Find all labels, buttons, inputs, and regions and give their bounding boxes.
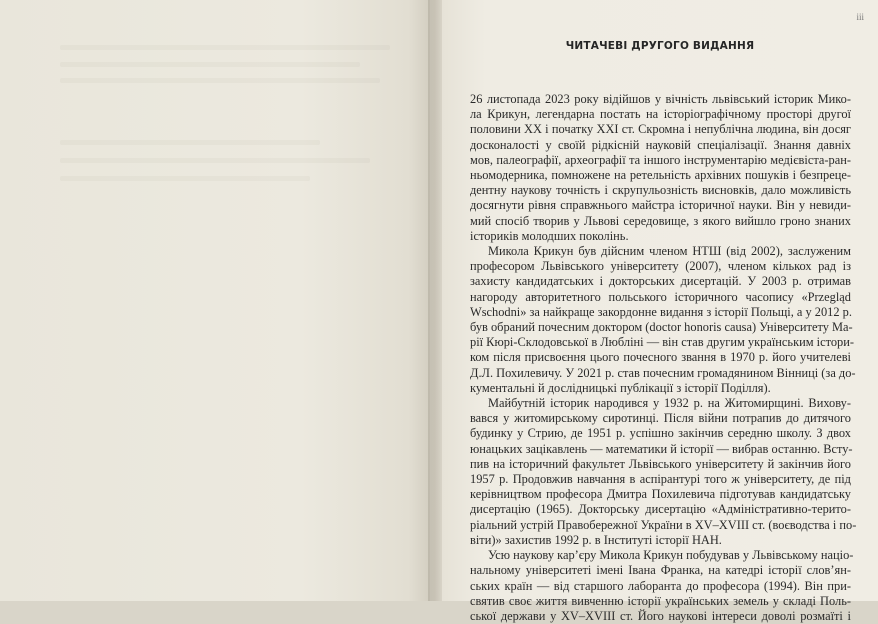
text-line: ської держави у XV–XVIII ст. Його наукові інтереси доволі розмаїті і — [470, 608, 851, 623]
bleed-through-line — [60, 62, 360, 67]
text-line: досягнути рівня справжнього майстра історичної науки. Він у невиди- — [470, 198, 851, 213]
text-line: захисту кандидатських і докторських дисертацій. У 2003 р. отримав — [470, 274, 851, 289]
text-line: нальному університеті імені Івана Франка, на катедрі історії слов’ян- — [470, 563, 851, 578]
text-line: істориків молодших поколінь. — [470, 228, 629, 243]
text-line: дисертацію (1965). Докторську дисертацію «Адміністративно-терито- — [470, 502, 851, 517]
text-line: ріальний устрій Правобережної України в XV–XVIII ст. (воєводства і по- — [470, 517, 857, 532]
text-line: досконалості у своїй рідкісній науковій спеціалізації. Знання давніх — [470, 137, 851, 152]
text-line: Майбутній історик народився у 1932 р. на Житомирщині. Вихову- — [488, 396, 851, 411]
text-line: був обраний почесним доктором (doctor honoris causa) Університету Ма- — [470, 320, 853, 335]
paragraph — [470, 244, 856, 396]
text-line: ла Крикун, легендарна постать на історіографічному просторі другої — [470, 107, 851, 122]
text-line: кументальні й дослідницькі публікації з історії Поділля). — [470, 380, 771, 395]
bleed-through-line — [60, 140, 320, 145]
bleed-through-line — [60, 176, 310, 181]
text-line: ньомодерника, помножене на ретельність архівних пошуків і безпреце- — [470, 168, 851, 183]
page-number: iii — [856, 12, 864, 22]
text-line: мов, палеографії, археографії та іншого інструментарію медієвіста-ран- — [470, 152, 851, 167]
paragraph — [470, 396, 857, 548]
page-heading: ЧИТАЧЕВІ ДРУГОГО ВИДАННЯ — [565, 40, 755, 52]
text-line: нагороду авторитетного польського історичного часопису «Przegląd — [470, 289, 851, 304]
text-line: юнацьких зацікавлень — математики й історії — вибрав останню. Всту- — [470, 441, 853, 456]
text-line: рії Кюрі-Склодовської в Любліні — він став другим українським істори- — [470, 335, 854, 350]
text-line: будинку у Стрию, де 1951 р. успішно закінчив середню школу. З двох — [470, 426, 851, 441]
text-line: керівництвом професора Дмитра Похилевича підготував кандидатську — [470, 487, 851, 502]
bleed-through-line — [60, 158, 370, 163]
left-page-blank — [0, 0, 430, 601]
text-line: професором Львівського університету (2007), членом кількох рад із — [470, 259, 851, 274]
right-page — [442, 0, 878, 623]
text-line: Усю наукову кар’єру Микола Крикун побудував у Львівському націо- — [488, 548, 854, 563]
text-line: Wschodni» за найкраще закордонне видання з історії Польщі, а у 2012 р. — [470, 304, 852, 319]
text-line: віти)» захистив 1992 р. в Інституті історії НАН. — [470, 532, 722, 547]
text-line: пив на історичний факультет Львівського університету й закінчив його — [470, 456, 851, 471]
text-line: ських країн — від старшого лаборанта до професора (1994). Він при- — [470, 578, 851, 593]
paragraph — [470, 92, 851, 244]
bleed-through-line — [60, 78, 380, 83]
paragraph — [470, 548, 854, 624]
text-line: вався у житомирському сиротинці. Після війни потрапив до дитячого — [470, 411, 851, 426]
text-line: ком після присвоєння цього почесного звання в 1970 р. його учителеві — [470, 350, 851, 365]
text-line: святив своє життя вивченню історії українських земель у складі Поль- — [470, 593, 851, 608]
text-line: 1957 р. Продовжив навчання в аспірантурі того ж університету, де під — [470, 472, 851, 487]
bleed-through-line — [60, 45, 390, 50]
text-line: дентну наукову точність і скрупульозність висновків, дало можливість — [470, 183, 851, 198]
text-line: Д.Л. Похилевичу. У 2021 р. став почесним громадянином Вінниці (за до- — [470, 365, 856, 380]
text-line: половини XX і початку XXI ст. Скромна і непублічна людина, він досяг — [470, 122, 851, 137]
body-text — [470, 92, 857, 624]
text-line: Микола Крикун був дійсним членом НТШ (від 2002), заслуженим — [488, 244, 851, 259]
text-line: 26 листопада 2023 року відійшов у вічність львівський історик Мико- — [470, 92, 851, 106]
text-line: мий спосіб творив у Львові середовище, з якого вийшло гроно знаних — [470, 213, 851, 228]
